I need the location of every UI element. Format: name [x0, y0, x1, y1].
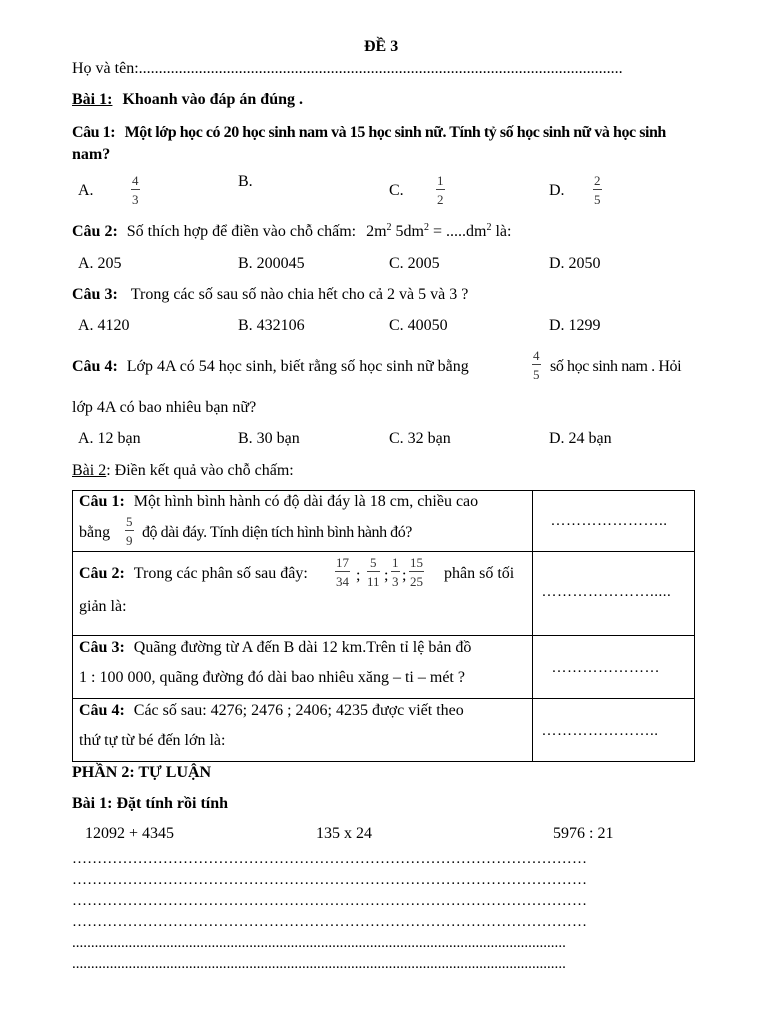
table-q2-fraction-4: $\frac{15}{25}$ — [410, 555, 423, 589]
answer-dot-line[interactable]: ………………………………………………………………………………………… — [72, 872, 588, 888]
table-q4-line1: Các số sau: 4276; 2476 ; 2406; 4235 được viết theo — [133, 702, 464, 719]
table-q1-answer[interactable]: ………………….. — [550, 513, 668, 529]
q3-option-d[interactable]: D. 1299 — [549, 317, 601, 334]
exercise-1-instruction: Khoanh vào đáp án đúng . — [122, 91, 303, 108]
question-3-text — [72, 286, 468, 304]
table-q4-answer[interactable]: ………………….. — [541, 723, 659, 739]
question-4-line2: lớp 4A có bao nhiêu bạn nữ? — [72, 399, 257, 416]
table-answer-cell[interactable] — [532, 699, 694, 762]
question-2-expression: $2m^2$ $5dm^2 = .....dm^2$ là: — [366, 222, 512, 240]
table-q4-label: Câu 4: — [79, 702, 125, 719]
question-3-label: Câu 3: — [72, 286, 118, 303]
table-q2-fraction-1: $\frac{17}{34}$ — [336, 555, 349, 589]
q2-option-a[interactable]: A. 205 — [78, 255, 122, 272]
table-question-cell — [73, 699, 533, 762]
table-q2-separator: ; — [384, 567, 389, 584]
table-q2-separator: ; — [402, 567, 407, 584]
table-q2-fraction-2: $\frac{5}{11}$ — [367, 555, 380, 589]
table-q2-line2: giản là: — [79, 598, 127, 615]
table-q1-fraction: $\frac{5}{9}$ — [126, 514, 133, 548]
table-answer-cell[interactable] — [532, 552, 694, 636]
q3-option-c[interactable]: C. 40050 — [389, 317, 448, 334]
answer-dot-line[interactable]: ………………………………………………………………………………………… — [72, 893, 588, 909]
name-field-line[interactable]: Họ và tên:......................................................................................................................... — [72, 60, 623, 77]
q3-option-a[interactable]: A. 4120 — [78, 317, 130, 334]
question-4-text — [72, 358, 469, 376]
q1-option-b-label[interactable]: B. — [238, 173, 253, 190]
calculation-3: 5976 : 21 — [553, 825, 614, 842]
q1-option-d-label[interactable]: D. — [549, 182, 565, 199]
table-answer-cell[interactable] — [532, 491, 694, 552]
answer-dot-line[interactable]: ................................................................................................................................... — [72, 956, 566, 972]
q2-option-b[interactable]: B. 200045 — [238, 255, 305, 272]
table-q1-line2b: độ dài đáy. Tính diện tích hình bình hành đó? — [142, 524, 412, 541]
table-row — [73, 699, 695, 762]
table-q3-line2: 1 : 100 000, quãng đường đó dài bao nhiêu xăng – ti – mét ? — [79, 669, 465, 686]
q2-option-d[interactable]: D. 2050 — [549, 255, 601, 272]
table-q2-fraction-3: $\frac{1}{3}$ — [392, 555, 399, 589]
exercise-2-heading — [72, 462, 294, 480]
part-2-exercise-1: Bài 1: Đặt tính rồi tính — [72, 795, 229, 812]
calculation-2: 135 x 24 — [316, 825, 372, 842]
table-q2-line1a: Trong các phân số sau đây: — [133, 565, 308, 582]
table-q2-separator: ; — [356, 567, 361, 584]
exercise-2-label: Bài 2 — [72, 462, 107, 479]
page-title: ĐỀ 3 — [364, 38, 399, 55]
question-1-line2: nam? — [72, 146, 111, 163]
question-2-text — [72, 223, 511, 241]
table-q1-line1: Một hình bình hành có độ dài đáy là 18 cm, chiều cao — [133, 493, 479, 510]
question-3-stem: Trong các số sau số nào chia hết cho cả 2 và 5 và 3 ? — [130, 286, 469, 303]
table-row — [73, 636, 695, 699]
table-question-cell — [73, 636, 533, 699]
table-q3-answer[interactable]: ………………… — [551, 660, 661, 676]
answer-dot-line[interactable]: ................................................................................................................................... — [72, 935, 566, 951]
table-q1-label: Câu 1: — [79, 493, 125, 510]
q1-option-a-fraction[interactable]: $\frac{4}{3}$ — [132, 173, 139, 207]
table-q3-line1: Quãng đường từ A đến B dài 12 km.Trên tỉ lệ bản đồ — [133, 639, 472, 656]
question-2-label: Câu 2: — [72, 223, 118, 240]
table-q2-label: Câu 2: — [79, 565, 125, 582]
question-1-label: Câu 1: — [72, 124, 116, 141]
q2-option-c[interactable]: C. 2005 — [389, 255, 440, 272]
table-row — [73, 552, 695, 636]
question-4-fraction: $\frac{4}{5}$ — [533, 348, 540, 382]
q3-option-b[interactable]: B. 432106 — [238, 317, 305, 334]
q4-option-d[interactable]: D. 24 bạn — [549, 430, 612, 447]
table-row — [73, 491, 695, 552]
q4-option-c[interactable]: C. 32 bạn — [389, 430, 451, 447]
q1-option-c-fraction[interactable]: $\frac{1}{2}$ — [437, 173, 444, 207]
q1-option-d-fraction[interactable]: $\frac{2}{5}$ — [594, 173, 601, 207]
q4-option-a[interactable]: A. 12 bạn — [78, 430, 141, 447]
question-1-line1: Một lớp học có 20 học sinh nam và 15 học sinh nữ. Tính tỷ số học sinh nữ và học sinh — [124, 124, 666, 141]
table-q1-line2a: bằng — [79, 524, 111, 541]
question-2-stem: Số thích hợp để điền vào chỗ chấm: — [126, 223, 357, 240]
answer-dot-line[interactable]: ………………………………………………………………………………………… — [72, 851, 588, 867]
exercise-1-label: Bài 1: — [72, 91, 113, 108]
q4-option-b[interactable]: B. 30 bạn — [238, 430, 300, 447]
part-2-title: PHẦN 2: TỰ LUẬN — [72, 764, 212, 781]
fill-in-table — [72, 490, 695, 762]
question-1-text — [72, 124, 666, 142]
calculation-1: 12092 + 4345 — [85, 825, 175, 842]
table-q2-line1b: phân số tối — [444, 565, 515, 582]
answer-dot-line[interactable]: ………………………………………………………………………………………… — [72, 914, 588, 930]
q1-option-c-label[interactable]: C. — [389, 182, 404, 199]
table-q3-label: Câu 3: — [79, 639, 125, 656]
table-question-cell — [73, 552, 533, 636]
exercise-1-heading — [72, 91, 303, 109]
table-question-cell — [73, 491, 533, 552]
q1-option-a-label[interactable]: A. — [78, 182, 94, 199]
question-4-label: Câu 4: — [72, 358, 118, 375]
question-4-stem-a: Lớp 4A có 54 học sinh, biết rằng số học sinh nữ bằng — [126, 358, 469, 375]
table-answer-cell[interactable] — [532, 636, 694, 699]
exercise-2-instruction: : Điền kết quả vào chỗ chấm: — [106, 462, 294, 479]
table-q2-answer[interactable]: …………………..... — [541, 584, 672, 600]
question-4-stem-b: số học sinh nam . Hỏi — [550, 358, 682, 375]
table-q4-line2: thứ tự từ bé đến lớn là: — [79, 732, 226, 749]
